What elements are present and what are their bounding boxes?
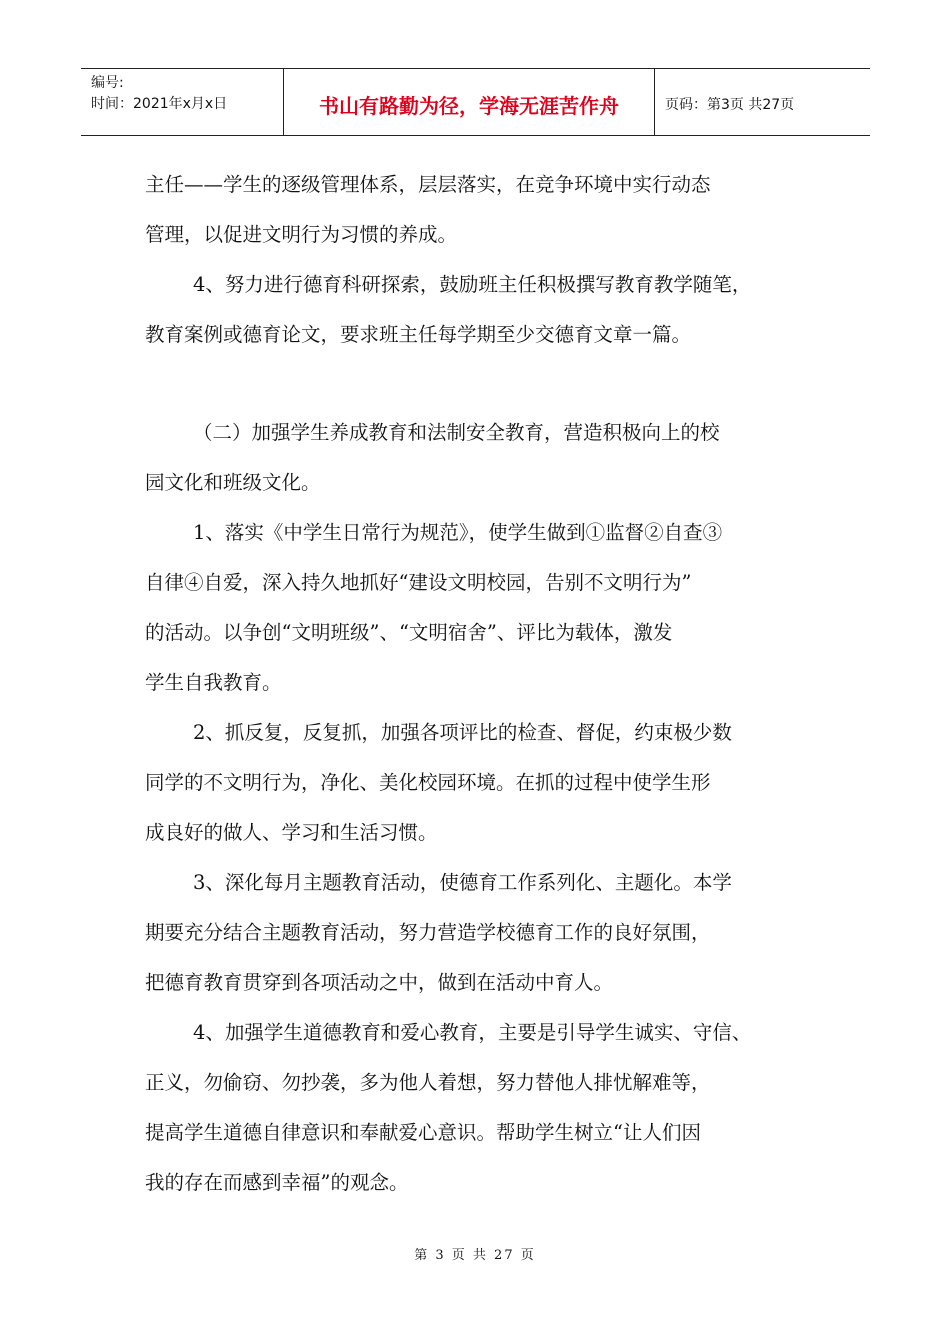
body-line: 4、努力进行德育科研探索，鼓励班主任积极撰写教育教学随笔， bbox=[193, 273, 752, 296]
paragraph-gap bbox=[145, 360, 825, 408]
body-line: 管理，以促进文明行为习惯的养成。 bbox=[145, 223, 458, 246]
body-line: 同学的不文明行为，净化、美化校园环境。在抓的过程中使学生形 bbox=[145, 771, 711, 794]
body-line: 提高学生道德自律意识和奉献爱心意识。帮助学生树立“让人们因 bbox=[145, 1121, 701, 1144]
body-line: 主任——学生的逐级管理体系，层层落实，在竞争环境中实行动态 bbox=[145, 173, 711, 196]
date-label: 时间：2021年x月x日 bbox=[91, 96, 228, 112]
body-line: 学生自我教育。 bbox=[145, 671, 282, 694]
header-motto: 书山有路勤为径，学海无涯苦作舟 bbox=[284, 69, 655, 135]
page-header bbox=[81, 68, 870, 136]
section-heading: （二）加强学生养成教育和法制安全教育，营造积极向上的校 bbox=[193, 421, 720, 444]
body-line: 园文化和班级文化。 bbox=[145, 471, 321, 494]
number-label: 编号: bbox=[91, 75, 124, 91]
page-footer: 第 3 页 共 27 页 bbox=[414, 1248, 536, 1263]
body-line: 2、抓反复，反复抓，加强各项评比的检查、督促，约束极少数 bbox=[193, 721, 732, 744]
body-line: 把德育教育贯穿到各项活动之中，做到在活动中育人。 bbox=[145, 971, 614, 994]
body-line: 期要充分结合主题教育活动，努力营造学校德育工作的良好氛围， bbox=[145, 921, 711, 944]
body-line: 教育案例或德育论文，要求班主任每学期至少交德育文章一篇。 bbox=[145, 323, 692, 346]
body-line: 正义，勿偷窃、勿抄袭，多为他人着想，努力替他人排忧解难等， bbox=[145, 1071, 711, 1094]
document-body bbox=[145, 160, 825, 1208]
header-page-label: 页码：第3页 共27页 bbox=[665, 97, 795, 113]
body-line: 成良好的做人、学习和生活习惯。 bbox=[145, 821, 438, 844]
body-line: 4、加强学生道德教育和爱心教育，主要是引导学生诚实、守信、 bbox=[193, 1021, 752, 1044]
body-line: 的活动。以争创“文明班级”、“文明宿舍”、评比为载体，激发 bbox=[145, 621, 673, 644]
header-meta bbox=[81, 69, 284, 135]
body-line: 我的存在而感到幸福”的观念。 bbox=[145, 1171, 409, 1194]
body-line: 自律④自爱，深入持久地抓好“建设文明校园，告别不文明行为” bbox=[145, 571, 692, 594]
body-line: 1、落实《中学生日常行为规范》，使学生做到①监督②自查③ bbox=[193, 521, 723, 544]
body-line: 3、深化每月主题教育活动，使德育工作系列化、主题化。本学 bbox=[193, 871, 732, 894]
